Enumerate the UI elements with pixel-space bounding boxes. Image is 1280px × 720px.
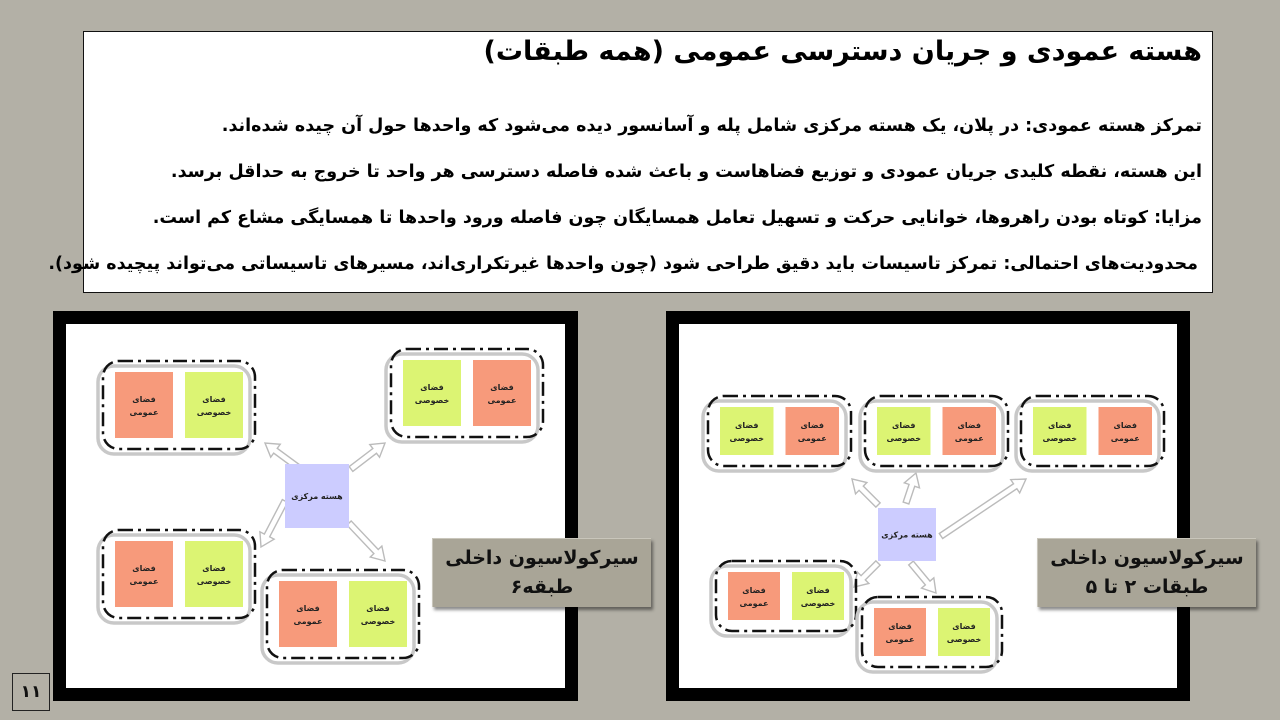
space-label-line1: فضای (800, 421, 824, 430)
space-label-line1: فضای (957, 421, 981, 430)
space-label-line2: خصوصی (729, 434, 764, 443)
callout-floors2-5 (1037, 538, 1256, 607)
private-space-box (1033, 407, 1087, 455)
space-label-line1: فضای (742, 586, 766, 595)
space-label-line1: فضای (420, 383, 444, 392)
space-label-line1: فضای (735, 421, 759, 430)
page-number: ۱۱ (12, 673, 50, 711)
paragraph-advantages: مزایا: کوتاه بودن راهروها، خوانایی حرکت و تسهیل تعامل همسایگان چون فاصله ورود واحدها تا همسایگی مشاع کم است. (152, 208, 1202, 228)
diagram-floors2-5 (666, 311, 1190, 701)
unit-bottom-right (262, 570, 419, 663)
space-label-line1: فضای (202, 564, 226, 573)
public-space-box (728, 572, 780, 620)
space-label-line2: خصوصی (1042, 434, 1077, 443)
private-space-box (403, 360, 461, 426)
space-label-line2: عمومی (487, 396, 517, 405)
unit-row1-middle (860, 396, 1008, 471)
diagram-panel-floors2-5 (666, 311, 1190, 701)
flow-arrow (848, 557, 883, 592)
public-space-box (874, 608, 926, 656)
space-label-line2: عمومی (797, 434, 827, 443)
slide-title: هسته عمودی و جریان دسترسی عمومی (همه طبقات) (483, 36, 1202, 67)
space-label-line1: فضای (296, 604, 320, 613)
public-space-box (1099, 407, 1153, 455)
space-label-line2: خصوصی (196, 577, 232, 586)
space-label-line1: فضای (806, 586, 830, 595)
callout-floor6 (432, 538, 651, 607)
space-label-line2: عمومی (1110, 434, 1140, 443)
unit-bottom-right (857, 597, 1002, 672)
private-space-box (720, 407, 774, 455)
space-label-line1: فضای (892, 421, 916, 430)
flow-arrow (898, 470, 923, 505)
space-label-line2: خصوصی (800, 599, 836, 608)
flow-arrow (846, 473, 883, 510)
public-space-box (943, 407, 997, 455)
private-space-box (185, 372, 243, 438)
space-label-line1: فضای (1048, 421, 1072, 430)
space-label-line1: فضای (366, 604, 390, 613)
space-label-line2: خصوصی (946, 635, 982, 644)
space-label-line2: عمومی (129, 408, 159, 417)
space-label-line2: خصوصی (196, 408, 232, 417)
space-label-line1: فضای (202, 395, 226, 404)
space-label-line1: فضای (1113, 421, 1137, 430)
core-label: هسته مرکزی (291, 492, 343, 501)
flow-arrow (937, 472, 1031, 542)
unit-bottom-left (711, 561, 856, 636)
space-label-line1: فضای (132, 395, 156, 404)
space-label-line2: عمومی (954, 434, 984, 443)
unit-row1-left (703, 396, 851, 471)
flow-arrow (343, 517, 391, 566)
paragraph-limitations: محدودیت‌های احتمالی: تمرکز تاسیسات باید دقیق طراحی شود (چون واحدها غیرتکراری‌اند، مسیرهای تاسیساتی می‌تواند پیچیده شود). (48, 254, 1198, 274)
paragraph-core-focus: تمرکز هسته عمودی: در پلان، یک هسته مرکزی شامل پله و آسانسور دیده می‌شود که واحدها حول آن چیده شده‌اند. (221, 116, 1202, 136)
space-label-line1: فضای (888, 622, 912, 631)
unit-top-right (386, 349, 543, 442)
space-label-line1: فضای (132, 564, 156, 573)
space-label-line2: عمومی (129, 577, 159, 586)
space-label-line2: عمومی (293, 617, 323, 626)
callout-floors2-5-line1: سیرکولاسیون داخلی (1050, 547, 1244, 569)
diagram-floor6 (53, 311, 578, 701)
core-label: هسته مرکزی (881, 530, 933, 540)
public-space-box (279, 581, 337, 647)
callout-floor6-line1: سیرکولاسیون داخلی (445, 547, 639, 569)
space-label-line2: خصوصی (360, 617, 396, 626)
diagram-panel-floor6 (53, 311, 578, 701)
text-box (48, 31, 1213, 293)
paragraph-key-point: این هسته، نقطه کلیدی جریان عمودی و توزیع فضاهاست و باعث شده فاصله دسترسی هر واحد تا خروج به حداقل برسد. (170, 162, 1202, 182)
private-space-box (877, 407, 931, 455)
private-space-box (349, 581, 407, 647)
private-space-box (792, 572, 844, 620)
public-space-box (115, 372, 173, 438)
unit-bottom-left (98, 530, 255, 623)
private-space-box (185, 541, 243, 607)
public-space-box (115, 541, 173, 607)
unit-top-left (98, 361, 255, 454)
space-label-line2: عمومی (885, 635, 915, 644)
callout-floor6-line2: طبقه۶ (510, 576, 574, 598)
private-space-box (938, 608, 990, 656)
public-space-box (786, 407, 840, 455)
space-label-line2: خصوصی (886, 434, 921, 443)
space-label-line2: خصوصی (414, 396, 450, 405)
space-label-line2: عمومی (739, 599, 769, 608)
unit-row1-right (1016, 396, 1164, 471)
space-label-line1: فضای (490, 383, 514, 392)
flow-arrow (905, 558, 942, 598)
core-box (878, 508, 936, 561)
space-label-line1: فضای (952, 622, 976, 631)
callout-floors2-5-line2: طبقات ۲ تا ۵ (1085, 576, 1209, 598)
core-box (285, 464, 349, 528)
public-space-box (473, 360, 531, 426)
flow-arrow (346, 437, 390, 476)
